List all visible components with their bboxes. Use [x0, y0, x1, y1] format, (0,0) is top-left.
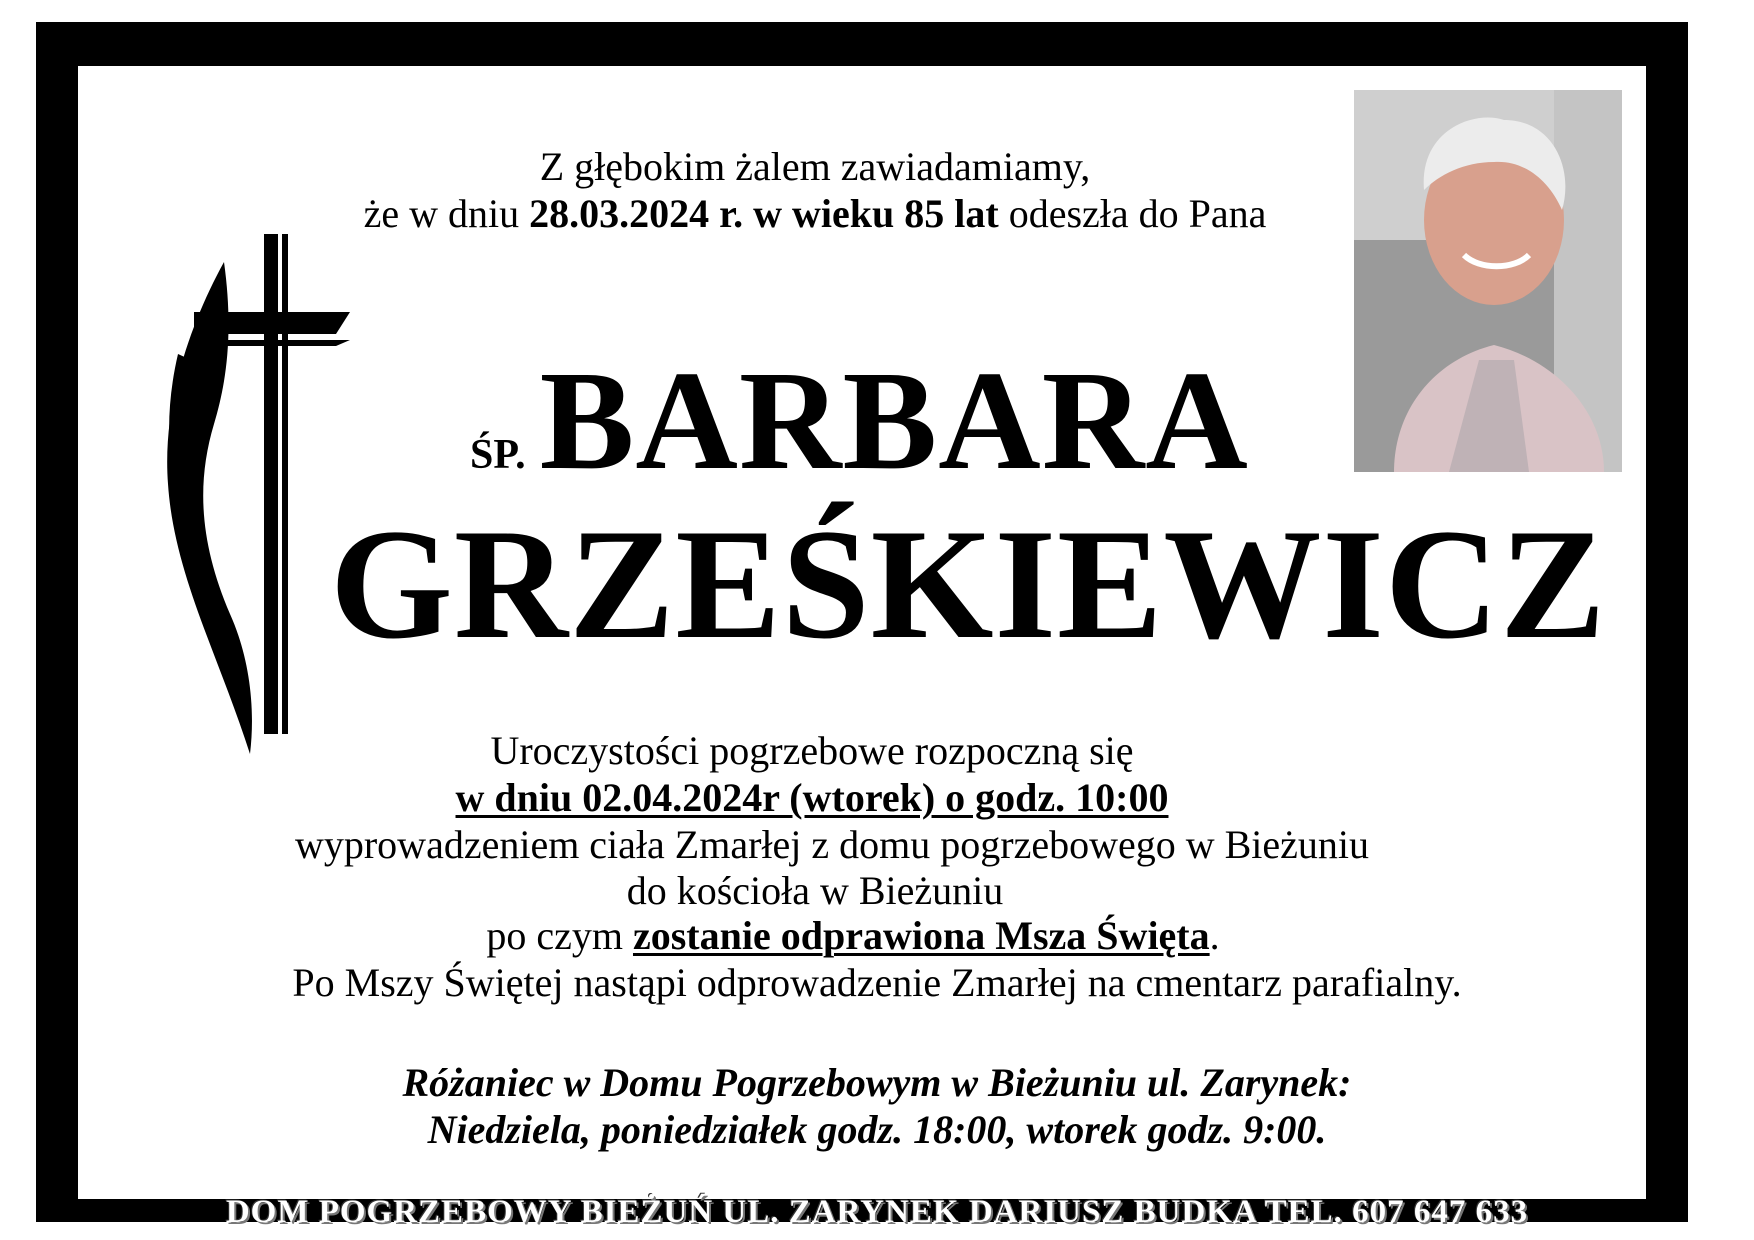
rosary-line-1: Różaniec w Domu Pogrzebowym w Bieżuniu ul. Zarynek: — [402, 1060, 1352, 1105]
ceremony-line-1: Uroczystości pogrzebowe rozpoczną się — [490, 728, 1134, 773]
ceremony-date: w dniu 02.04.2024r (wtorek) o godz. 10:00 — [455, 775, 1169, 820]
name-heading — [470, 341, 1249, 499]
intro-line-1: Z głębokim żalem zawiadamiamy, — [539, 144, 1091, 189]
ceremony-line-5 — [0, 913, 1730, 959]
death-date-age: 28.03.2024 r. w wieku 85 lat — [529, 191, 999, 236]
mass-text: zostanie odprawiona Msza Święta — [632, 913, 1210, 958]
ceremony-line-6: Po Mszy Świętej nastąpi odprowadzenie Zmarłej na cmentarz parafialny. — [292, 960, 1462, 1005]
intro-date-suffix: odeszła do Pana — [998, 191, 1267, 236]
cross-with-flame-icon — [160, 234, 400, 754]
ceremony-line-3: wyprowadzeniem ciała Zmarłej z domu pogrzebowego w Bieżuniu — [294, 822, 1370, 867]
ceremony-line-4: do kościoła w Bieżuniu — [626, 868, 1004, 913]
ceremony-line-5-start: po czym — [486, 913, 633, 958]
ceremony-line-2 — [0, 775, 1689, 821]
ceremony-line-5-end: . — [1209, 913, 1220, 958]
first-name: BARBARA — [539, 341, 1249, 499]
portrait-photo — [1354, 90, 1622, 472]
prefix-sp: ŚP. — [470, 432, 526, 478]
surname: GRZEŚKIEWICZ — [330, 497, 1607, 672]
intro-date-prefix: że w dniu — [363, 191, 530, 236]
rosary-line-2: Niedziela, poniedziałek godz. 18:00, wtorek godz. 9:00. — [427, 1107, 1327, 1152]
funeral-home-footer: DOM POGRZEBOWY BIEŻUŃ UL. ZARYNEK DARIUSZ BUDKA TEL. 607 647 633 — [225, 1194, 1529, 1230]
